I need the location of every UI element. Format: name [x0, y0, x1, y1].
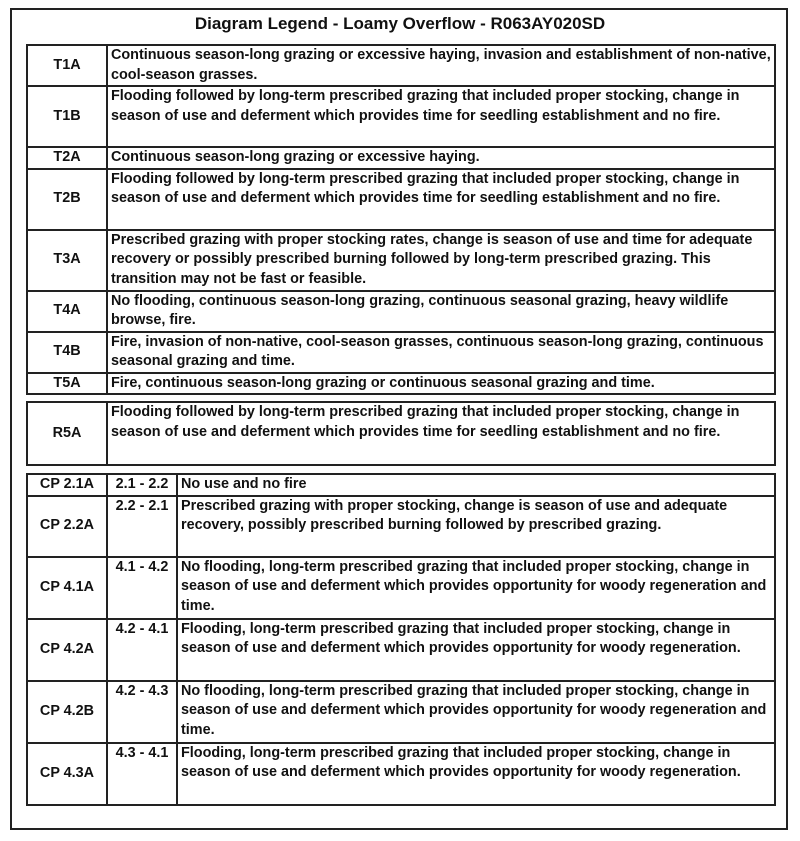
row-description: No flooding, long-term prescribed grazing that included proper stocking, change in season of use and deferment which provides opportunity for woody regeneration and time.: [177, 681, 775, 743]
community-pathways-table: [26, 473, 776, 806]
table-row: [27, 496, 775, 557]
row-description: Flooding followed by long-term prescribed grazing that included proper stocking, change in season of use and deferment which provides time for seedling establishment and no fire.: [107, 169, 775, 230]
row-code: T1B: [27, 86, 107, 147]
row-range: 4.1 - 4.2: [107, 557, 177, 619]
row-code: T2A: [27, 147, 107, 169]
row-code: T4A: [27, 291, 107, 332]
table-row: [27, 373, 775, 395]
row-code: CP 2.2A: [27, 496, 107, 557]
row-code: T2B: [27, 169, 107, 230]
row-range: 4.3 - 4.1: [107, 743, 177, 805]
row-code: CP 4.3A: [27, 743, 107, 805]
table-row: [27, 86, 775, 147]
row-code: CP 2.1A: [27, 474, 107, 496]
table-row: [27, 557, 775, 619]
row-range: 2.2 - 2.1: [107, 496, 177, 557]
table-row: [27, 402, 775, 465]
restorations-table: [26, 401, 776, 466]
table-row: [27, 230, 775, 291]
row-description: Continuous season-long grazing or excessive haying.: [107, 147, 775, 169]
row-description: Flooding followed by long-term prescribed grazing that included proper stocking, change in season of use and deferment which provides time for seedling establishment and no fire.: [107, 402, 775, 465]
row-description: Flooding, long-term prescribed grazing that included proper stocking, change in season of use and deferment which provides opportunity for woody regeneration.: [177, 619, 775, 681]
row-description: Flooding followed by long-term prescribed grazing that included proper stocking, change in season of use and deferment which provides time for seedling establishment and no fire.: [107, 86, 775, 147]
row-range: 2.1 - 2.2: [107, 474, 177, 496]
row-code: T1A: [27, 45, 107, 86]
row-description: Flooding, long-term prescribed grazing that included proper stocking, change in season of use and deferment which provides opportunity for woody regeneration.: [177, 743, 775, 805]
legend-title: Diagram Legend - Loamy Overflow - R063AY020SD: [194, 14, 606, 33]
row-description: Continuous season-long grazing or excessive haying, invasion and establishment of non-native, cool-season grasses.: [107, 45, 775, 86]
row-code: T4B: [27, 332, 107, 373]
row-code: T5A: [27, 373, 107, 395]
row-description: Prescribed grazing with proper stocking rates, change is season of use and time for adequate recovery or possibly prescribed burning followed by long-term prescribed grazing. This transition may not be fast or feasible.: [107, 230, 775, 291]
table-row: [27, 45, 775, 86]
table-row: [27, 147, 775, 169]
table-row: [27, 169, 775, 230]
row-description: No flooding, long-term prescribed grazing that included proper stocking, change in season of use and deferment which provides opportunity for woody regeneration and time.: [177, 557, 775, 619]
table-row: [27, 474, 775, 496]
row-description: Fire, continuous season-long grazing or continuous seasonal grazing and time.: [107, 373, 775, 395]
row-range: 4.2 - 4.1: [107, 619, 177, 681]
row-description: No flooding, continuous season-long grazing, continuous seasonal grazing, heavy wildlife browse, fire.: [107, 291, 775, 332]
row-code: R5A: [27, 402, 107, 465]
row-code: CP 4.1A: [27, 557, 107, 619]
table-row: [27, 291, 775, 332]
row-description: Fire, invasion of non-native, cool-season grasses, continuous season-long grazing, continuous seasonal grazing and time.: [107, 332, 775, 373]
table-row: [27, 619, 775, 681]
table-row: [27, 681, 775, 743]
row-range: 4.2 - 4.3: [107, 681, 177, 743]
row-code: T3A: [27, 230, 107, 291]
transitions-table: [26, 44, 776, 395]
row-code: CP 4.2B: [27, 681, 107, 743]
row-code: CP 4.2A: [27, 619, 107, 681]
table-row: [27, 332, 775, 373]
table-row: [27, 743, 775, 805]
row-description: No use and no fire: [177, 474, 775, 496]
row-description: Prescribed grazing with proper stocking, change is season of use and adequate recovery, possibly prescribed burning followed by prescribed grazing.: [177, 496, 775, 557]
